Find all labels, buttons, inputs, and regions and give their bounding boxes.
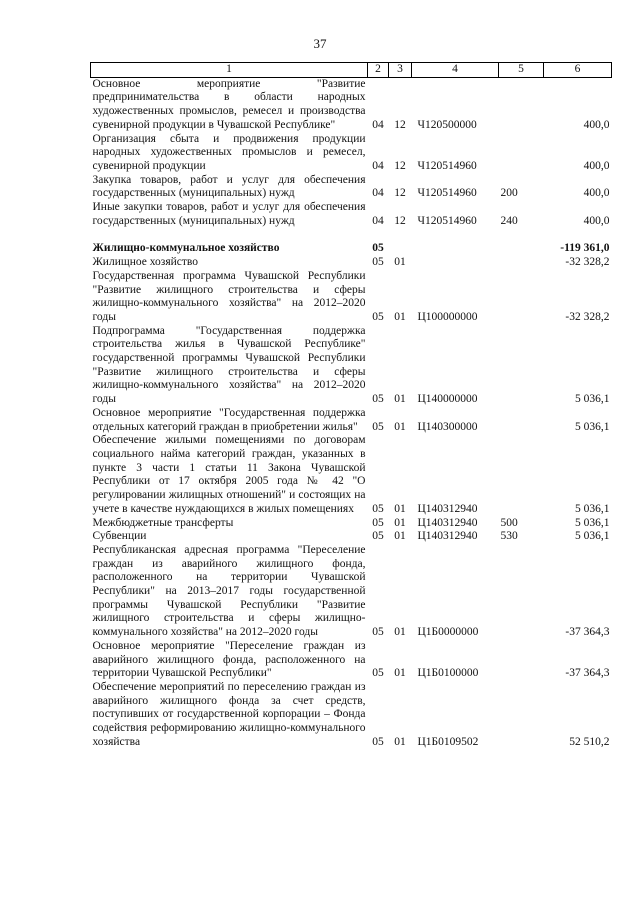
row-name: Обеспечение жилыми помещениями по договорам социального найма категорий граждан, указанных в пункте 3 части 1 статьи 11 Закона Чувашской Республики от 17 октября 2005 года № 42 "О регулировании жилищных отношений" и состоящих на учете в качестве нуждающихся в жилых помещениях	[92, 434, 366, 515]
row-rz: 05	[372, 516, 384, 529]
row-pr: 12	[394, 187, 406, 200]
row-sum: 5 036,1	[575, 420, 610, 433]
row-name: Закупка товаров, работ и услуг для обеспечения государственных (муниципальных) нужд	[92, 173, 366, 200]
row-pr: 01	[394, 310, 406, 323]
row-vr	[499, 256, 544, 270]
header-col-6: 6	[544, 63, 612, 78]
row-name: Жилищно-коммунальное хозяйство	[92, 242, 280, 255]
row-sum: 5 036,1	[575, 516, 610, 529]
row-vr	[499, 242, 544, 256]
row-rz: 05	[372, 310, 384, 323]
row-pr: 01	[394, 530, 406, 543]
table-row	[91, 133, 612, 174]
row-sum: 400,0	[583, 214, 610, 227]
table-row	[91, 242, 612, 256]
row-csr: Ц1Б0100000	[417, 667, 479, 680]
row-rz: 04	[372, 187, 384, 200]
row-csr: Ц1Б0109502	[417, 735, 479, 748]
row-name: Иные закупки товаров, работ и услуг для обеспечения государственных (муниципальных) нужд	[92, 201, 366, 227]
row-vr	[499, 407, 544, 434]
row-rz: 05	[372, 626, 384, 639]
row-name: Основное мероприятие "Государственная поддержка отдельных категорий граждан в приобретении жилья"	[92, 406, 366, 433]
row-pr: 12	[394, 214, 406, 227]
row-name: Подпрограмма "Государственная поддержка строительства жилья в Чувашской Республике" государственной программы Чувашской Республики "Развитие жилищного строительства и сферы жилищно-коммунального хозяйства" на 2012–2020 годы	[92, 324, 366, 406]
row-name: Основное мероприятие "Переселение граждан из аварийного жилищного фонда, расположенного на территории Чувашской Республики"	[92, 639, 366, 680]
row-csr	[412, 256, 499, 270]
row-name: Межбюджетные трансферты	[92, 516, 234, 529]
row-rz: 04	[372, 118, 384, 131]
row-csr: Ц140300000	[417, 420, 478, 433]
spacer-row	[91, 228, 612, 242]
row-csr: Ц140000000	[417, 393, 478, 406]
row-name: Обеспечение мероприятий по переселению граждан из аварийного жилищного фонда за счет средств, поступивших от государственной корпорации – Фонда содействия реформированию жилищно-коммунального хозяйства	[92, 680, 366, 748]
table-row	[91, 544, 612, 640]
page-number: 37	[313, 36, 327, 51]
table-row	[91, 174, 612, 201]
row-vr	[499, 640, 544, 681]
row-name: Государственная программа Чувашской Республики "Развитие жилищного строительства и сферы жилищно-коммунального хозяйства" на 2012–2020 годы	[92, 269, 366, 323]
row-rz: 05	[372, 502, 384, 515]
row-sum: 5 036,1	[575, 393, 610, 406]
row-pr: 01	[394, 420, 406, 433]
header-col-2: 2	[368, 63, 389, 78]
header-col-5: 5	[499, 63, 544, 78]
row-sum: 5 036,1	[575, 530, 610, 543]
row-pr: 01	[394, 393, 406, 406]
table-row	[91, 407, 612, 434]
row-pr: 01	[394, 516, 406, 529]
row-rz: 04	[372, 214, 384, 227]
row-name: Субвенции	[92, 530, 147, 543]
row-vr	[499, 681, 544, 750]
row-csr: Ч120514960	[417, 214, 477, 227]
row-vr	[499, 270, 544, 325]
row-csr: Ц1Б0000000	[417, 626, 479, 639]
row-pr: 01	[394, 626, 406, 639]
row-csr: Ц140312940	[417, 530, 478, 543]
table-row	[91, 256, 612, 270]
row-sum: 400,0	[583, 159, 610, 172]
row-sum: -32 328,2	[565, 310, 610, 323]
row-csr: Ц140312940	[417, 516, 478, 529]
row-csr: Ц100000000	[417, 310, 478, 323]
row-rz: 05	[372, 530, 384, 543]
row-name: Основное мероприятие "Развитие предпринимательства в области народных художественных промыслов, ремесел и производства сувенирной продукции в Чувашской Республике"	[92, 77, 366, 131]
row-name: Республиканская адресная программа "Переселение граждан из аварийного жилищного фонда, расположенного на территории Чувашской Республики" на 2013–2017 годы государственной программы Чувашской Республики "Развитие жилищного строительства и сферы жилищно-коммунального хозяйства" на 2012–2020 годы	[92, 543, 366, 639]
row-pr: 12	[394, 118, 406, 131]
row-sum: -119 361,0	[560, 242, 610, 255]
row-vr	[499, 434, 544, 516]
table-row	[91, 640, 612, 681]
row-rz: 05	[372, 393, 384, 406]
row-rz: 05	[372, 667, 384, 680]
row-pr: 12	[394, 159, 406, 172]
row-csr: Ч120514960	[417, 187, 477, 200]
row-vr: 500	[500, 516, 518, 529]
header-col-3: 3	[389, 63, 412, 78]
row-csr: Ц140312940	[417, 502, 478, 515]
row-vr: 240	[500, 214, 518, 227]
table-row	[91, 517, 612, 531]
row-vr	[499, 325, 544, 407]
row-sum: -32 328,2	[565, 256, 610, 269]
row-vr	[499, 544, 544, 640]
row-name: Жилищное хозяйство	[92, 256, 199, 269]
row-sum: 5 036,1	[575, 502, 610, 515]
row-rz: 05	[372, 735, 384, 748]
row-csr: Ч120514960	[417, 159, 477, 172]
row-sum: 400,0	[583, 187, 610, 200]
row-pr	[389, 242, 412, 256]
row-sum: -37 364,3	[565, 626, 610, 639]
row-sum: -37 364,3	[565, 667, 610, 680]
row-rz: 05	[372, 256, 384, 269]
table-header-row	[91, 63, 612, 78]
row-pr: 01	[394, 256, 406, 269]
row-sum: 400,0	[583, 118, 610, 131]
table-row	[91, 325, 612, 407]
row-vr	[499, 77, 544, 132]
row-csr	[412, 242, 499, 256]
row-sum: 52 510,2	[569, 735, 610, 748]
row-rz: 05	[372, 420, 384, 433]
table-row	[91, 201, 612, 228]
row-pr: 01	[394, 735, 406, 748]
row-name: Организация сбыта и продвижения продукции народных художественных промыслов и ремесел, сувенирной продукции	[92, 132, 366, 172]
row-rz: 05	[372, 242, 384, 255]
table-row	[91, 681, 612, 750]
row-pr: 01	[394, 667, 406, 680]
row-vr: 200	[500, 187, 518, 200]
table-row	[91, 434, 612, 516]
row-vr	[499, 133, 544, 174]
table-row	[91, 270, 612, 325]
header-col-1: 1	[91, 63, 368, 78]
header-col-4: 4	[412, 63, 499, 78]
table-row	[91, 530, 612, 544]
row-vr: 530	[500, 530, 518, 543]
budget-table	[90, 62, 612, 749]
table-row	[91, 77, 612, 132]
row-rz: 04	[372, 159, 384, 172]
row-csr: Ч120500000	[417, 118, 477, 131]
row-pr: 01	[394, 502, 406, 515]
